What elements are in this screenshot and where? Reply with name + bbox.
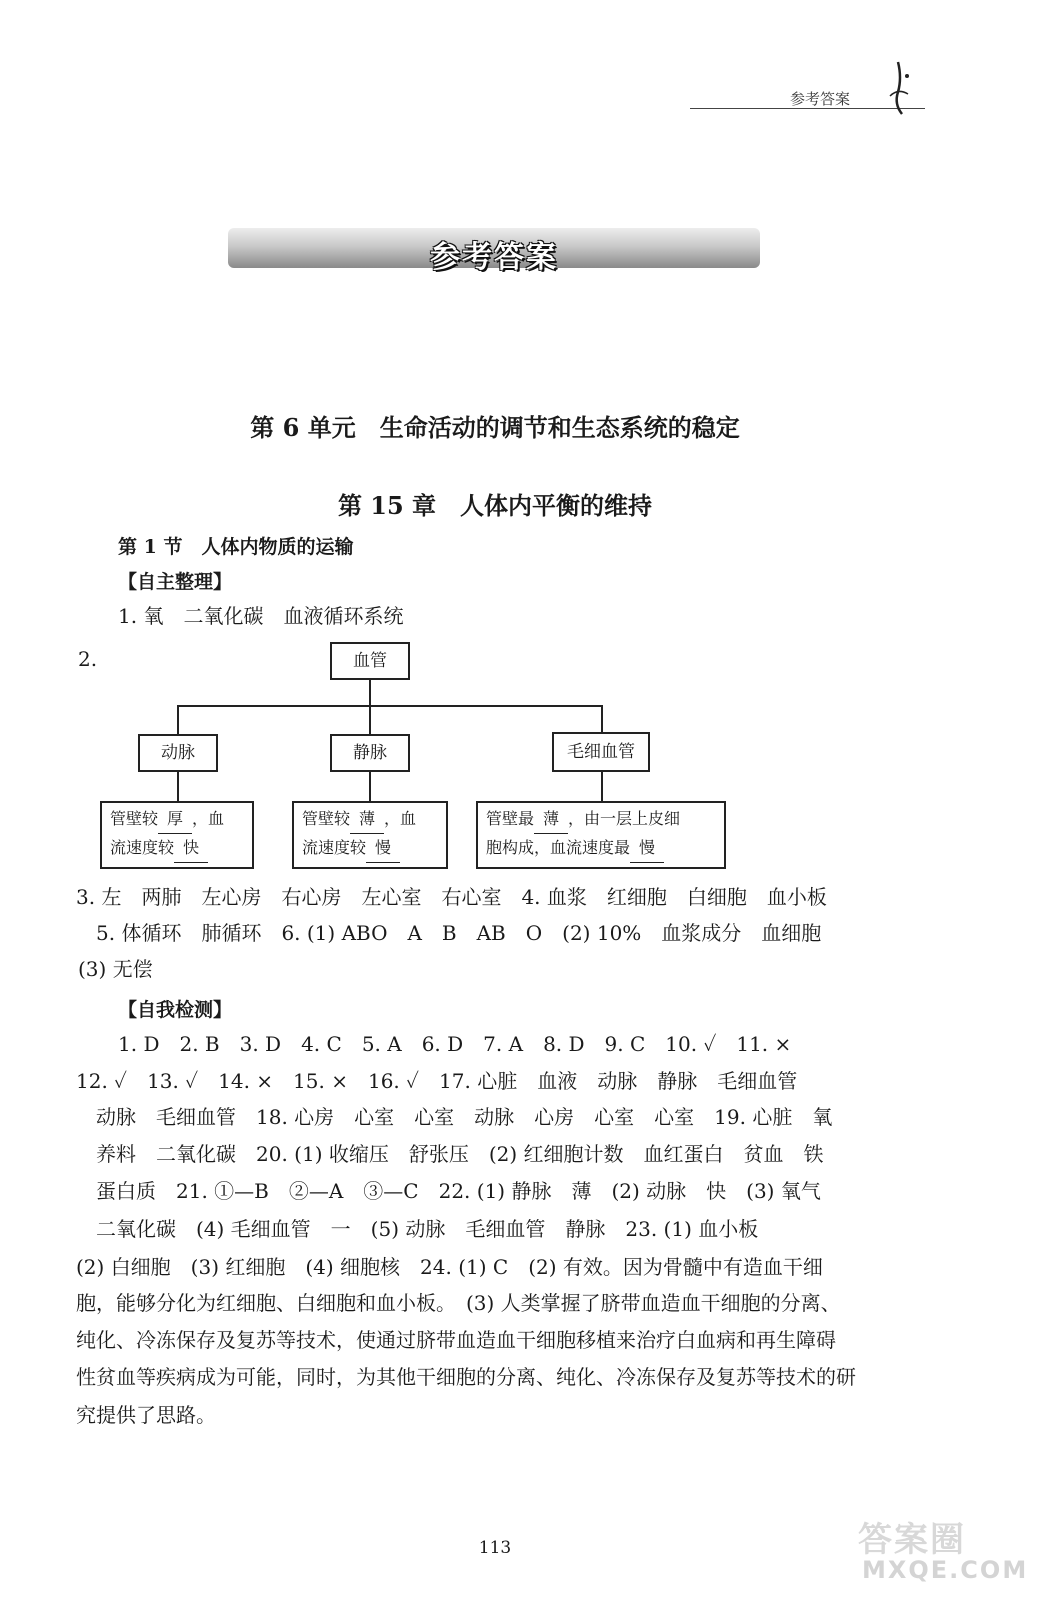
self-organize-tag: 【自主整理】 (118, 571, 233, 593)
answer-line: 二氧化碳 (4) 毛细血管 一 (5) 动脉 毛细血管 静脉 23. (1) 血小板 (96, 1217, 759, 1241)
ornament-icon (880, 58, 920, 118)
watermark-logo: 答案圈 (858, 1520, 966, 1560)
desc-text: 管壁最 (486, 809, 535, 828)
capillary-description (476, 801, 726, 869)
desc-text: ，血 (192, 809, 225, 828)
answer-line: 1. D 2. B 3. D 4. C 5. A 6. D 7. A 8. D 9. C 10. ✓ 11. × (118, 1032, 792, 1056)
desc-text: 管壁较 (302, 809, 351, 828)
unit-title: 第 6 单元 生命活动的调节和生态系统的稳定 (250, 413, 740, 442)
artery-box: 动脉 (138, 734, 218, 772)
vein-box: 静脉 (330, 734, 410, 772)
artery-description (100, 801, 254, 869)
connector-line (177, 705, 603, 707)
vein-description (292, 801, 448, 869)
desc-text: ，血 (384, 809, 417, 828)
fill-answer: 薄 (350, 805, 384, 834)
section-title: 第 1 节 人体内物质的运输 (118, 536, 354, 558)
running-header-label: 参考答案 (790, 90, 851, 108)
self-test-tag: 【自我检测】 (118, 999, 233, 1021)
diagram-root-box: 血管 (330, 642, 410, 680)
desc-text: 流速度较 (110, 838, 175, 857)
desc-text: 流速度较 (302, 838, 367, 857)
answer-line: 12. ✓ 13. ✓ 14. × 15. × 16. ✓ 17. 心脏 血液 动脉 静脉 毛细血管 (76, 1069, 798, 1093)
answer-line: 胞，能够分化为红细胞、白细胞和血小板。 (3) 人类掌握了脐带血造血干细胞的分离、 (76, 1291, 841, 1315)
answer-line: 蛋白质 21. ①—B ②—A ③—C 22. (1) 静脉 薄 (2) 动脉 快 (3) 氧气 (96, 1179, 821, 1203)
desc-text: 管壁较 (110, 809, 159, 828)
answer-line: (3) 无偿 (78, 957, 153, 981)
desc-text: 胞构成，血流速度最 (486, 838, 631, 857)
chapter-title: 第 15 章 人体内平衡的维持 (337, 491, 653, 520)
connector-line (369, 772, 371, 802)
banner-title: 参考答案 (430, 240, 558, 275)
fill-answer: 慢 (366, 834, 400, 863)
answer-line: (2) 白细胞 (3) 红细胞 (4) 细胞核 24. (1) C (2) 有效。因为骨髓中有造血干细 (76, 1255, 823, 1279)
answer-line: 性贫血等疾病成为可能，同时，为其他干细胞的分离、纯化、冷冻保存及复苏等技术的研 (76, 1365, 856, 1389)
desc-text: ，由一层上皮细 (568, 809, 681, 828)
title-banner (228, 228, 760, 275)
fill-answer: 薄 (534, 805, 568, 834)
fill-answer: 厚 (158, 805, 192, 834)
connector-line (601, 705, 603, 735)
fill-answer: 慢 (630, 834, 664, 863)
answer-line: 养料 二氧化碳 20. (1) 收缩压 舒张压 (2) 红细胞计数 血红蛋白 贫血 铁 (96, 1142, 824, 1166)
connector-line (369, 705, 371, 735)
answer-line: 1. 氧 二氧化碳 血液循环系统 (118, 604, 404, 628)
connector-line (601, 772, 603, 802)
connector-line (177, 772, 179, 802)
answer-line: 动脉 毛细血管 18. 心房 心室 心室 动脉 心房 心室 心室 19. 心脏 氧 (96, 1105, 833, 1129)
capillary-box: 毛细血管 (552, 732, 650, 772)
question-number: 2. (78, 647, 98, 671)
watermark-url: MXQE.COM (862, 1556, 1029, 1584)
connector-line (177, 705, 179, 735)
connector-line (369, 680, 371, 706)
answer-line: 究提供了思路。 (76, 1403, 216, 1427)
answer-line: 3. 左 两肺 左心房 右心房 左心室 右心室 4. 血浆 红细胞 白细胞 血小板 (76, 885, 827, 909)
fill-answer: 快 (174, 834, 208, 863)
answer-line: 纯化、冷冻保存及复苏等技术，使通过脐带血造血干细胞移植来治疗白血病和再生障碍 (76, 1328, 836, 1352)
answer-line: 5. 体循环 肺循环 6. (1) ABO A B AB O (2) 10% 血浆成分 血细胞 (96, 921, 822, 945)
page-number: 113 (478, 1538, 512, 1558)
